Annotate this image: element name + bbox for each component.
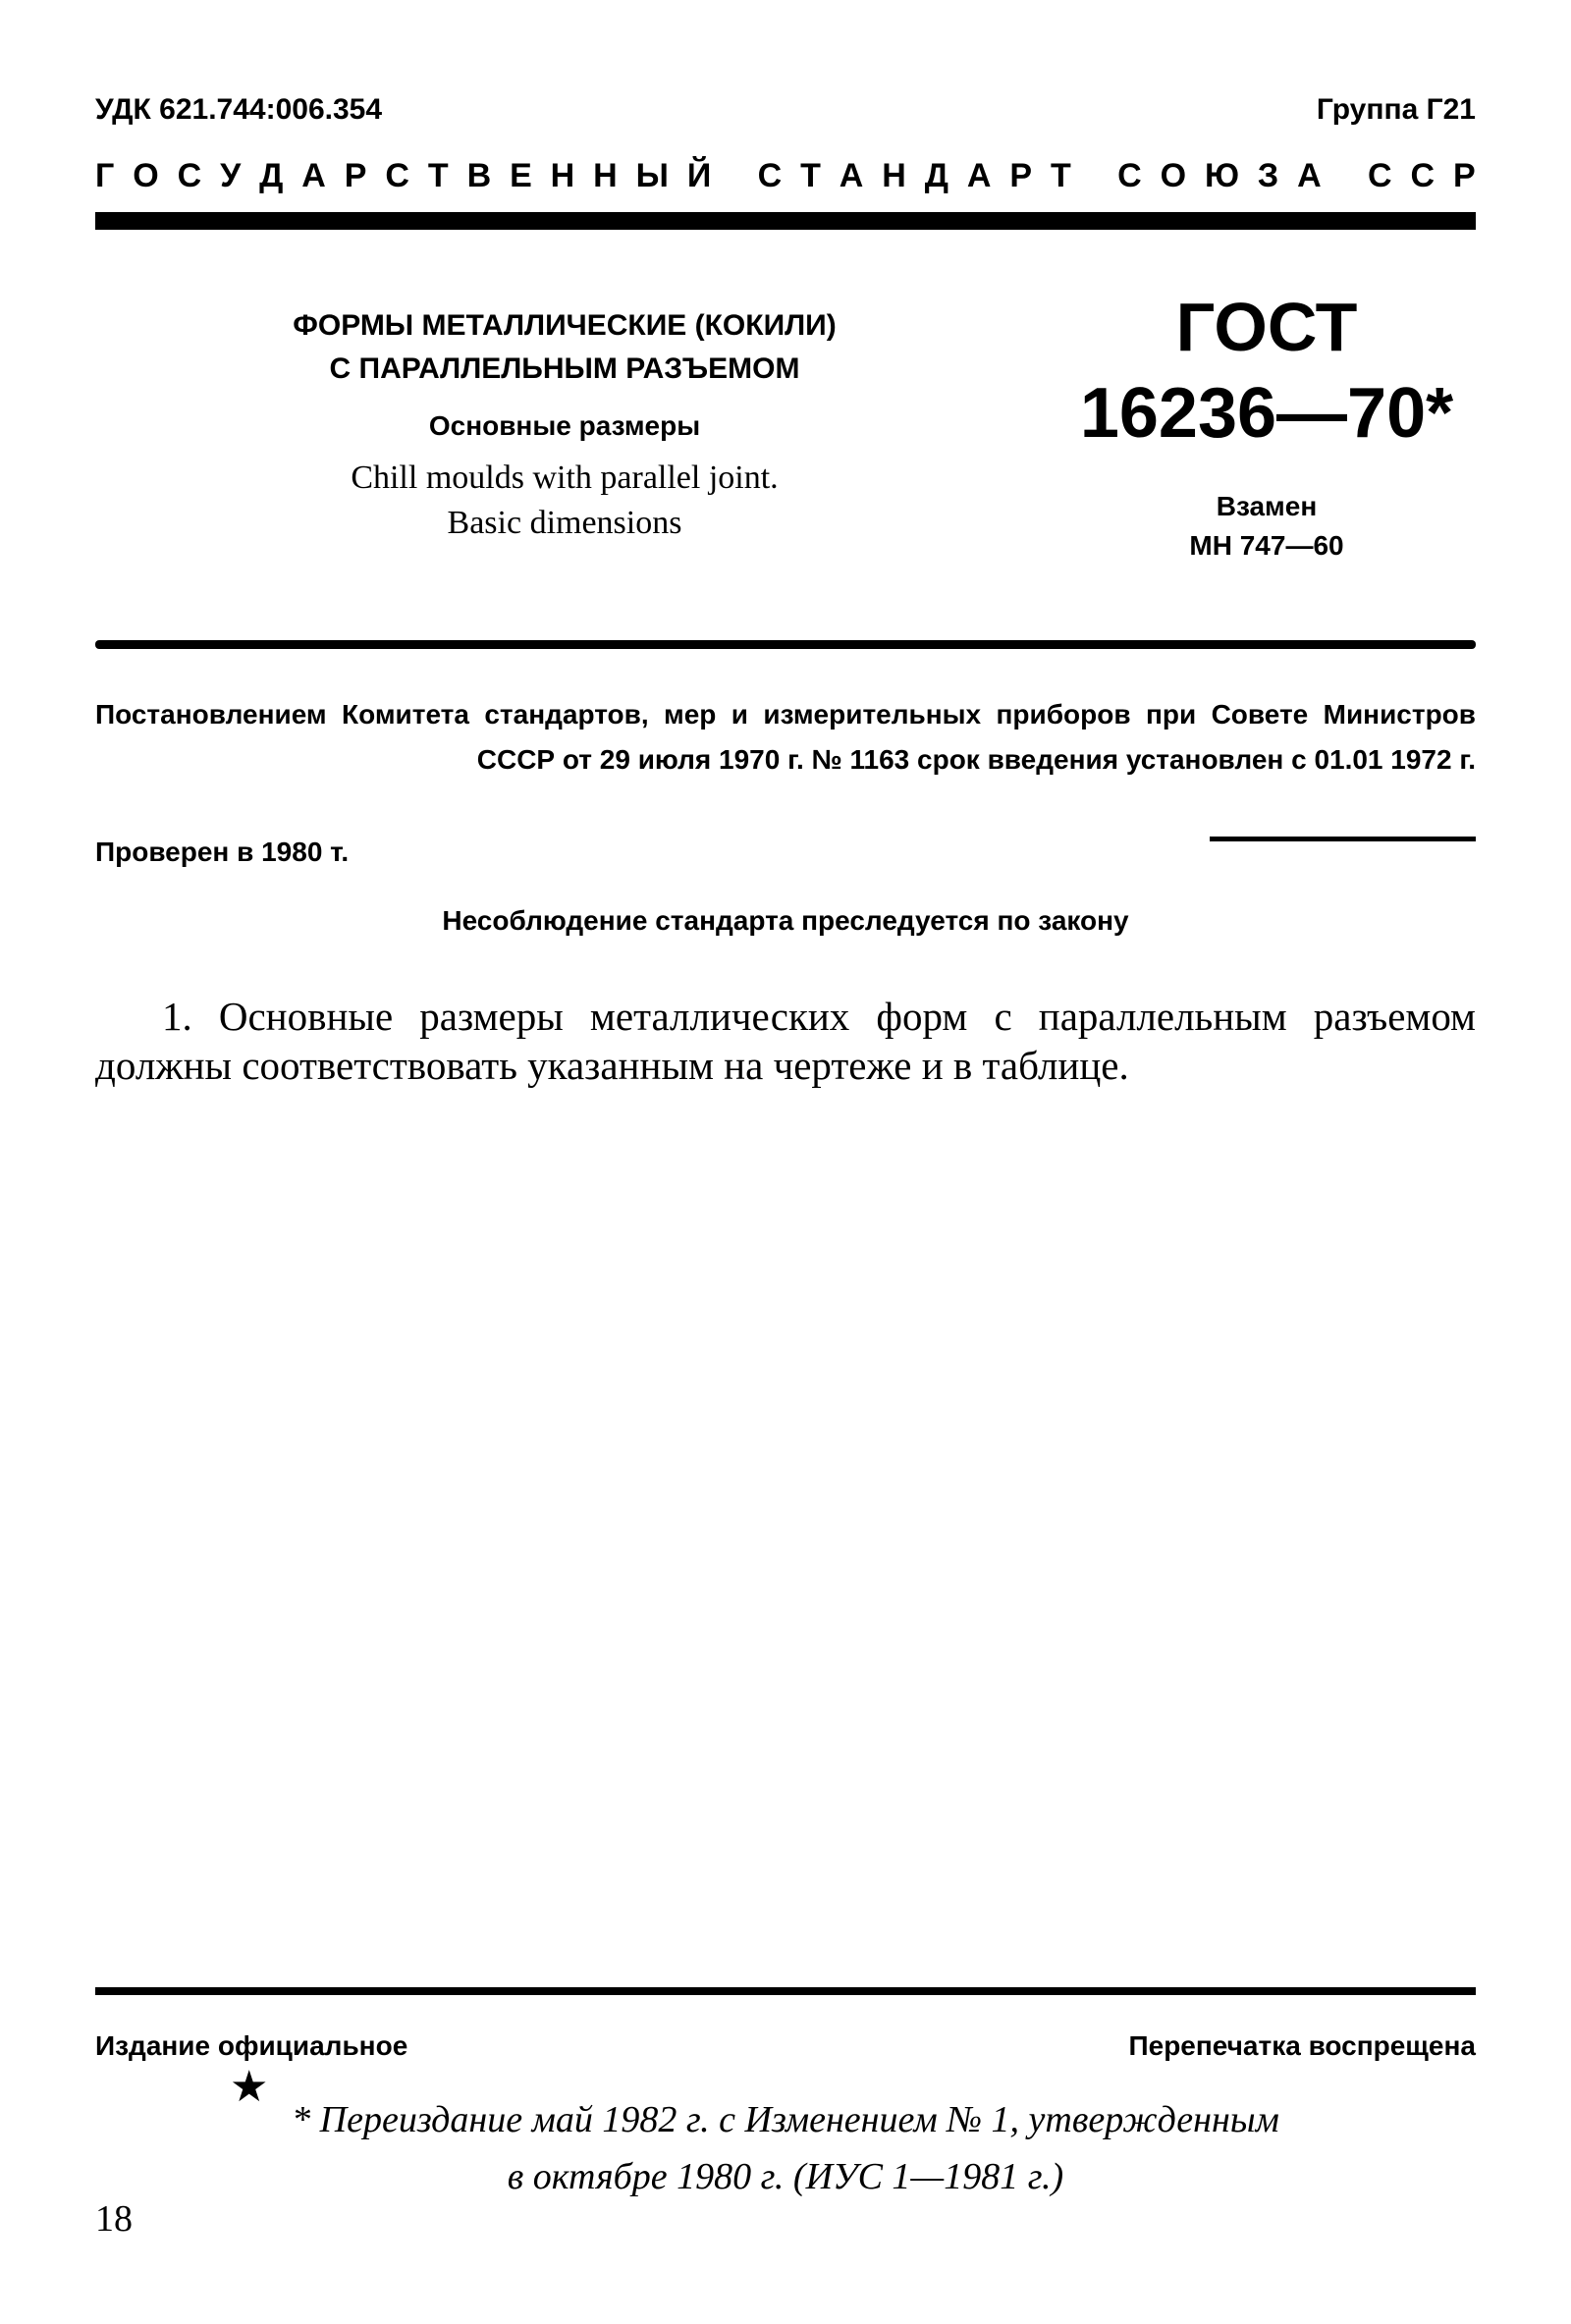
heading-letter bbox=[730, 157, 738, 195]
heading-letter: Г bbox=[95, 157, 115, 194]
heading-letter: В bbox=[466, 157, 492, 194]
heading-letter bbox=[1340, 157, 1349, 195]
heading-letter: Т bbox=[1051, 157, 1071, 194]
heading-letter: Д bbox=[924, 157, 948, 194]
footnote-line-1: * Переиздание май 1982 г. с Изменением № 1, утвержденным bbox=[292, 2099, 1279, 2140]
page-number: 18 bbox=[95, 2198, 133, 2240]
heading-letter: О bbox=[133, 157, 159, 194]
gost-label: ГОСТ bbox=[1175, 289, 1358, 365]
footnote bbox=[0, 2091, 1571, 2205]
heading-letter: Е bbox=[510, 157, 532, 194]
heading-letter: С bbox=[1368, 157, 1392, 194]
reprint-prohibited: Перепечатка воспрещена bbox=[1128, 2030, 1476, 2061]
heading-letter: Н bbox=[593, 157, 618, 194]
replaces-label: Взамен bbox=[1216, 491, 1318, 521]
heading-letter bbox=[1090, 157, 1099, 195]
heading-letter: С bbox=[1117, 157, 1142, 194]
gost-number: 16236—70* bbox=[1079, 374, 1454, 453]
heading-letter: Р bbox=[1452, 157, 1476, 194]
heading-letter: С bbox=[757, 157, 783, 194]
udk-code: УДК 621.744:006.354 bbox=[95, 93, 383, 126]
legal-notice: Несоблюдение стандарта преследуется по закону bbox=[442, 905, 1129, 936]
heading-letter: Н bbox=[882, 157, 906, 194]
footer-rule bbox=[95, 1987, 1476, 1995]
decree-text: Постановлением Комитета стандартов, мер и измерительных приборов при Совете Министров СССР от 29 июля 1970 г. № 1163 срок введения установлен с 01.01 1972 г. bbox=[95, 699, 1476, 775]
heading-letter: Т bbox=[427, 157, 449, 194]
official-edition: Издание официальное bbox=[95, 2030, 408, 2061]
heading-letter: Ю bbox=[1204, 157, 1239, 194]
heading-letter: Д bbox=[259, 157, 284, 194]
checked-year: Проверен в 1980 т. bbox=[95, 837, 350, 867]
title-line-2: С ПАРАЛЛЕЛЬНЫМ РАЗЪЕМОМ bbox=[329, 352, 800, 385]
top-thick-rule bbox=[95, 212, 1476, 230]
state-standard-heading bbox=[95, 157, 1476, 195]
heading-letter: Ы bbox=[635, 157, 669, 194]
paragraph-1: 1. Основные размеры металлических форм с параллельным разъемом должны соответствовать указанным на чертеже и в таблице. bbox=[95, 994, 1476, 1088]
replaces-value: МН 747—60 bbox=[1189, 530, 1344, 561]
title-line-1: ФОРМЫ МЕТАЛЛИЧЕСКИЕ (КОКИЛИ) bbox=[293, 309, 837, 342]
group-code: Группа Г21 bbox=[1316, 93, 1476, 126]
heading-letter: Р bbox=[1009, 157, 1033, 194]
heading-letter: С bbox=[177, 157, 202, 194]
date-underline bbox=[1210, 837, 1476, 841]
heading-letter: А bbox=[966, 157, 992, 194]
heading-letter: Й bbox=[686, 157, 712, 194]
heading-letter: А bbox=[301, 157, 326, 194]
heading-letter: О bbox=[1160, 157, 1187, 194]
middle-thick-rule bbox=[95, 640, 1476, 649]
heading-letter: Н bbox=[550, 157, 575, 194]
heading-letter: С bbox=[385, 157, 409, 194]
heading-letter: У bbox=[220, 157, 242, 194]
english-title-line-1: Chill moulds with parallel joint. bbox=[351, 459, 779, 496]
heading-letter: А bbox=[1297, 157, 1322, 194]
heading-letter: А bbox=[839, 157, 864, 194]
subtitle: Основные размеры bbox=[428, 410, 701, 441]
title-block bbox=[245, 304, 884, 546]
heading-letter: З bbox=[1257, 157, 1279, 194]
english-title-line-2: Basic dimensions bbox=[447, 505, 682, 541]
heading-letter: С bbox=[1410, 157, 1436, 194]
star-icon: ★ bbox=[230, 2063, 269, 2111]
footnote-line-2: в октябре 1980 г. (ИУС 1—1981 г.) bbox=[507, 2156, 1064, 2197]
heading-letter: Т bbox=[800, 157, 821, 194]
gost-block bbox=[1060, 285, 1473, 566]
heading-letter: Р bbox=[344, 157, 367, 194]
